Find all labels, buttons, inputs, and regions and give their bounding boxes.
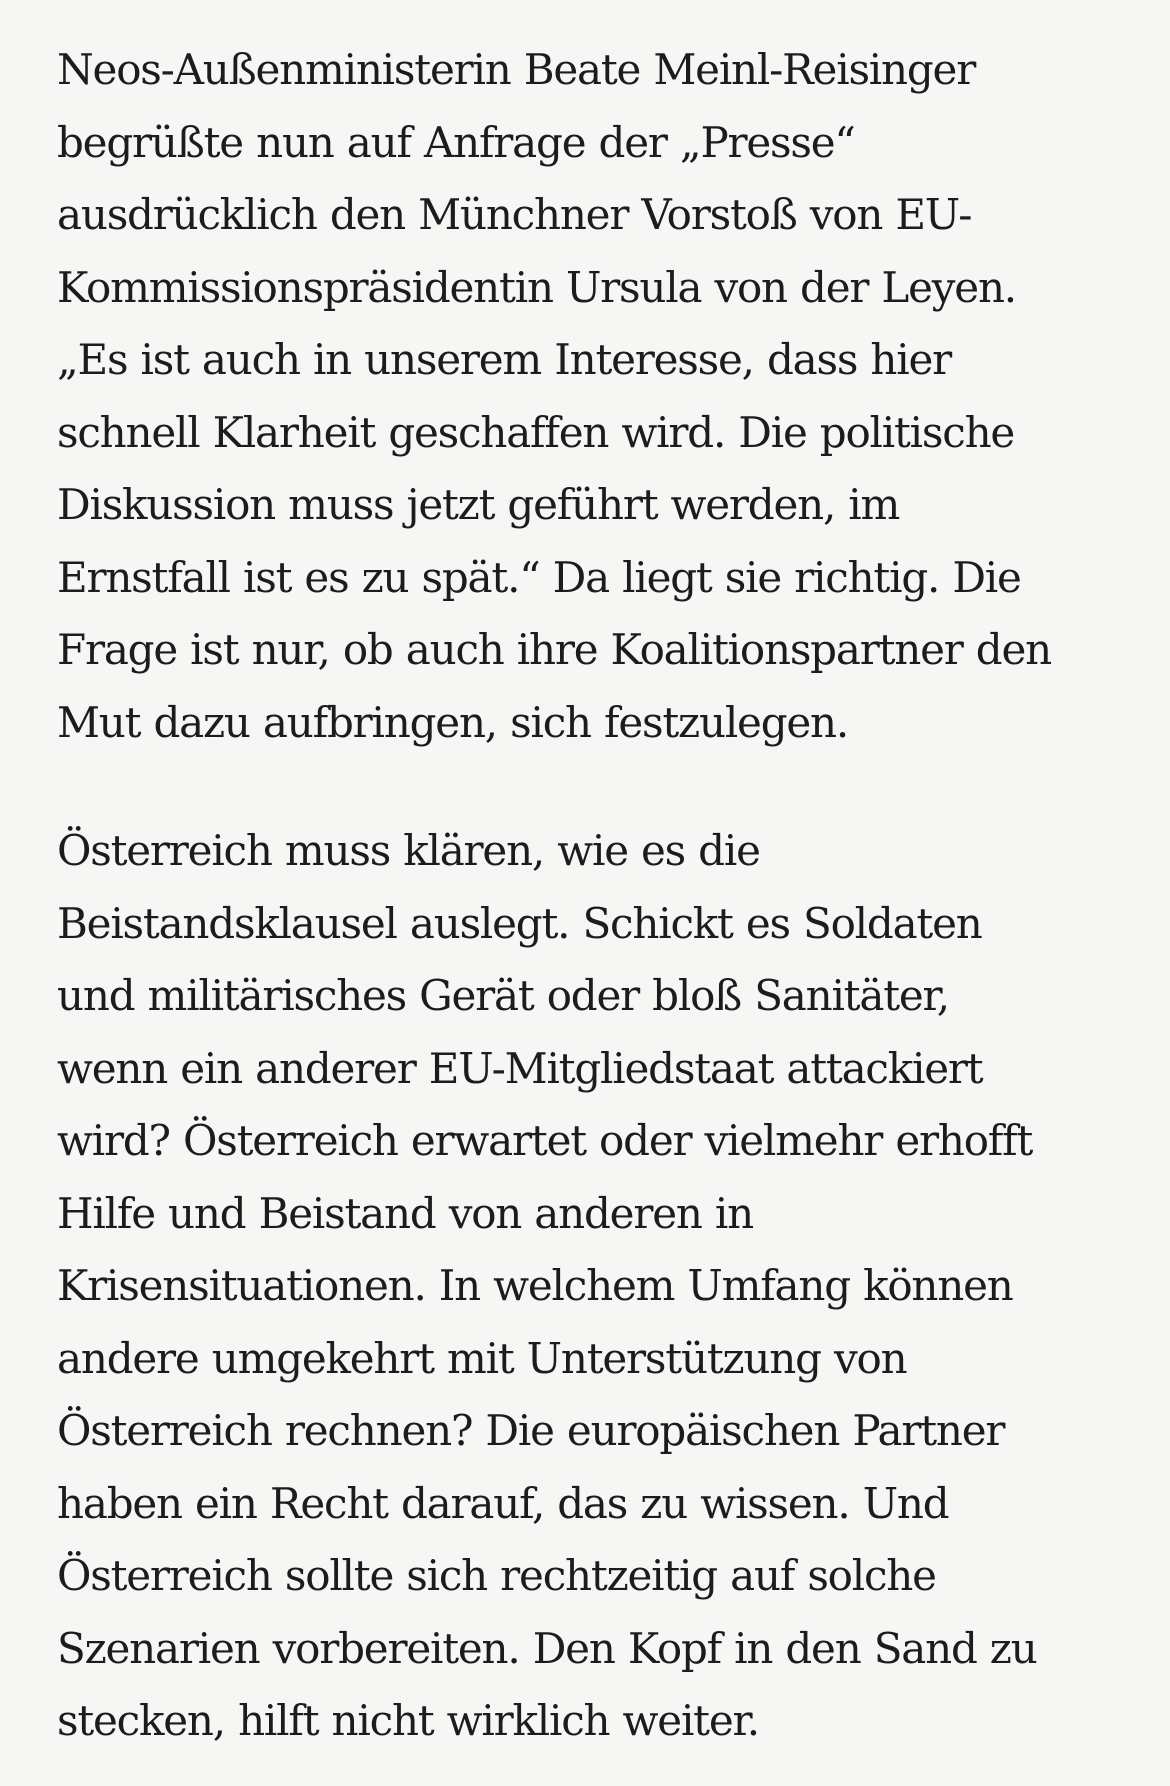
text-line: Kommissionspräsidentin Ursula von der Leyen. <box>57 262 1016 312</box>
text-line: Österreich rechnen? Die europäischen Partner <box>57 1406 1005 1455</box>
article-body <box>57 34 1137 1758</box>
text-line: Krisensituationen. In welchem Umfang können <box>57 1261 1013 1310</box>
text-line: Mut dazu aufbringen, sich festzulegen. <box>57 697 849 747</box>
text-line: Hilfe und Beistand von anderen in <box>57 1188 753 1238</box>
text-line: schnell Klarheit geschaffen wird. Die politische <box>57 407 1015 457</box>
text-line: Frage ist nur, ob auch ihre Koalitionspartner den <box>57 625 1051 674</box>
text-line: und militärisches Gerät oder bloß Sanitäter, <box>57 971 949 1020</box>
article-paragraph-2 <box>57 815 1137 1758</box>
text-line: Österreich sollte sich rechtzeitig auf solche <box>57 1551 936 1600</box>
text-line: Ernstfall ist es zu spät.“ Da liegt sie richtig. Die <box>57 552 1021 602</box>
text-line: begrüßte nun auf Anfrage der „Presse“ <box>57 117 855 167</box>
text-line: wird? Österreich erwartet oder vielmehr erhofft <box>57 1116 1033 1165</box>
text-line: stecken, hilft nicht wirklich weiter. <box>57 1696 759 1745</box>
text-line: ausdrücklich den Münchner Vorstoß von EU- <box>57 190 972 239</box>
text-line: Österreich muss klären, wie es die <box>57 826 760 875</box>
text-line: Szenarien vorbereiten. Den Kopf in den Sand zu <box>57 1623 1037 1673</box>
text-line: „Es ist auch in unserem Interesse, dass hier <box>57 335 951 384</box>
text-line: Beistandsklausel auslegt. Schickt es Soldaten <box>57 898 982 948</box>
article-paragraph-1 <box>57 34 1137 759</box>
text-line: Diskussion muss jetzt geführt werden, im <box>57 480 900 529</box>
text-line: Neos-Außenministerin Beate Meinl-Reisinger <box>57 45 976 94</box>
text-line: wenn ein anderer EU-Mitgliedstaat attackiert <box>57 1043 983 1093</box>
text-line: haben ein Recht darauf, das zu wissen. Und <box>57 1478 949 1528</box>
text-line: andere umgekehrt mit Unterstützung von <box>57 1333 907 1383</box>
